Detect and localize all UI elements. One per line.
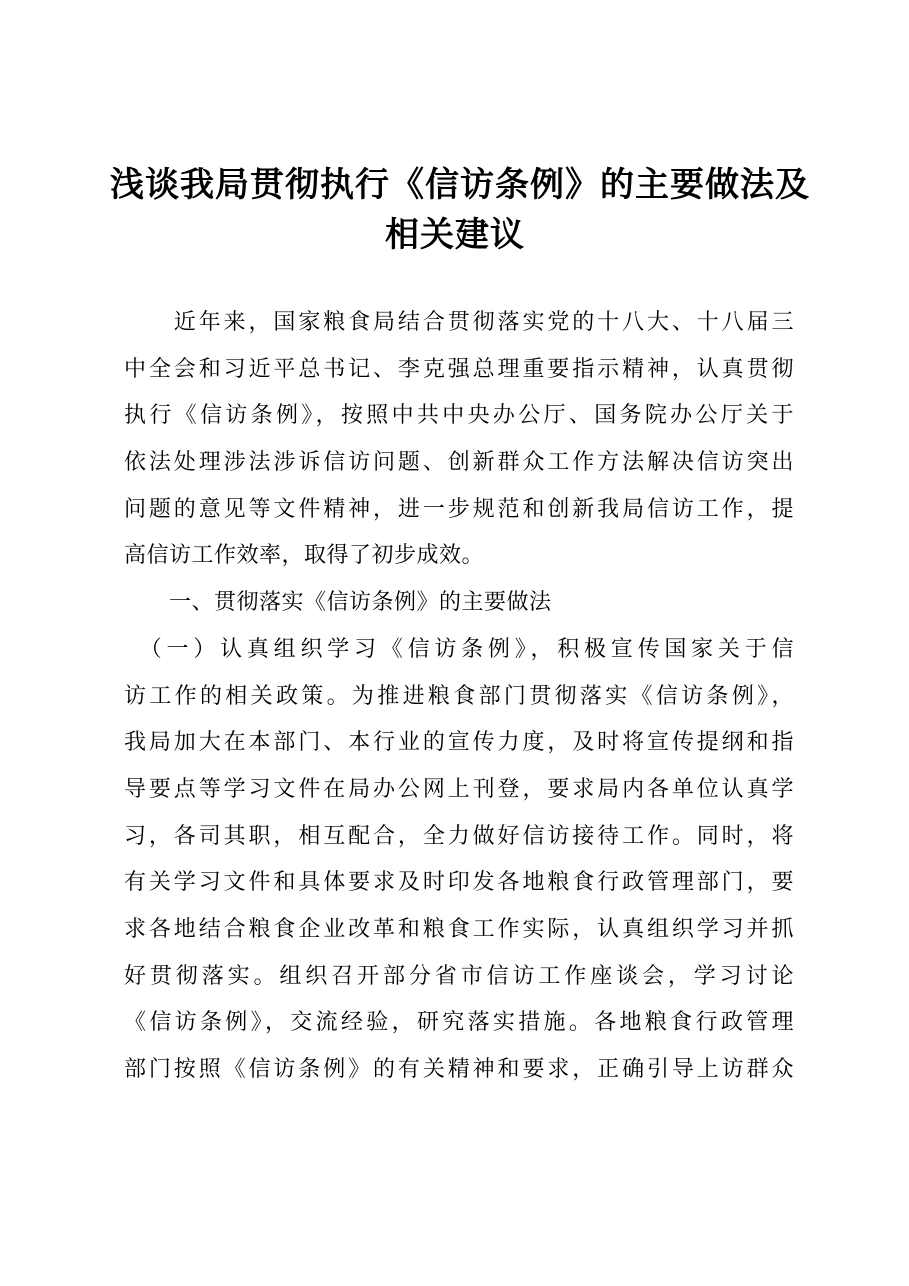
text-line: 我局加大在本部门、本行业的宣传力度，及时将宣传提纲和指 [124, 730, 794, 756]
text-line: 求各地结合粮食企业改革和粮食工作实际，认真组织学习并抓 [124, 916, 794, 942]
paragraph-section-1-1 [124, 627, 794, 1094]
text-line: （一）认真组织学习《信访条例》，积极宣传国家关于信 [124, 636, 794, 662]
text-line: 习，各司其职，相互配合，全力做好信访接待工作。同时，将 [124, 823, 794, 849]
text-line: 问题的意见等文件精神，进一步规范和创新我局信访工作，提 [124, 496, 794, 522]
document-body [124, 300, 794, 1094]
title-line-2: 相关建议 [385, 215, 525, 255]
text-line: 高信访工作效率，取得了初步成效。 [124, 543, 485, 569]
text-line: 《信访条例》，交流经验，研究落实措施。各地粮食行政管理 [124, 1010, 794, 1036]
text-line: 一、贯彻落实《信访条例》的主要做法 [124, 590, 552, 616]
document-title [110, 160, 810, 260]
text-line: 导要点等学习文件在局办公网上刊登，要求局内各单位认真学 [124, 776, 794, 802]
section-heading-1 [124, 580, 794, 627]
text-line: 部门按照《信访条例》的有关精神和要求，正确引导上访群众 [124, 1057, 794, 1082]
text-line: 有关学习文件和具体要求及时印发各地粮食行政管理部门，要 [124, 870, 794, 896]
paragraph-intro [124, 300, 794, 580]
text-line: 好贯彻落实。组织召开部分省市信访工作座谈会，学习讨论 [124, 963, 794, 989]
title-line-1: 浅谈我局贯彻执行《信访条例》的主要做法及 [110, 165, 810, 205]
text-line: 执行《信访条例》，按照中共中央办公厅、国务院办公厅关于 [124, 403, 794, 429]
text-line: 访工作的相关政策。为推进粮食部门贯彻落实《信访条例》， [124, 683, 794, 709]
text-line: 依法处理涉法涉诉信访问题、创新群众工作方法解决信访突出 [124, 450, 794, 476]
text-line: 中全会和习近平总书记、李克强总理重要指示精神，认真贯彻 [124, 356, 794, 382]
text-line: 近年来，国家粮食局结合贯彻落实党的十八大、十八届三 [124, 310, 794, 335]
